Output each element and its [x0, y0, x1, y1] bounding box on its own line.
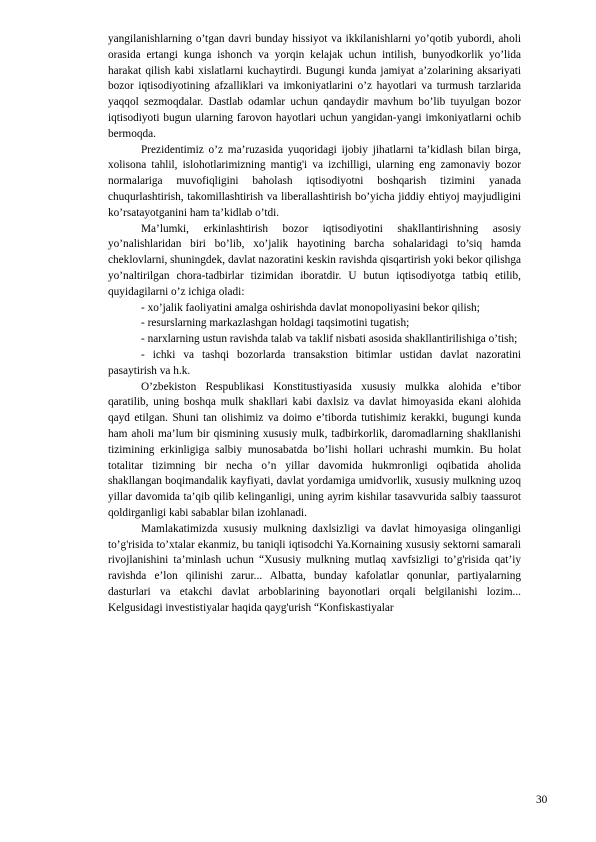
paragraph-president-report: Prezidentimiz o’z ma’ruzasida yuqoridagi ijobiy jihatlarni ta’kidlash bilan birga, xolisona tahlil, islohotlarimizning mantig'i va izchilligi, ularning eng zamonaviy bozor normalariga muvofiqligini baholash iqtisodiyotni boshqarish tizimini yanada chuqurlashtirish, takomillashtirish va liberallashtirish bo’yicha jiddiy ehtiyoj mayjudligini ko’rsatayotganini ham ta’kidlab o’tdi.: [108, 143, 521, 219]
list-item: - xo’jalik faoliyatini amalga oshirishda davlat monopoliyasini bekor qilish;: [141, 301, 480, 314]
list-item: - narxlarning ustun ravishda talab va taklif nisbati asosida shakllantirilishiga o’tish;: [141, 333, 518, 346]
paragraph-continuation: yangilanishlarning o’tgan davri bunday hissiyot va ikkilanishlarni yo’qotib yubordi, aholi orasida ertangi kunga ishonch va yorqin kelajak uchun intilish, bunyodkorlik yo’lida harakat qilish kabi xislatlarni kuchaytirdi. Bugungi kunda jamiyat a’zolarining aksariyati bozor iqtisodiyotining afzalliklari va imkoniyatlarini o’z hayotlari va turmush tarzlarida yaqqol sezmoqdalar. Dastlab odamlar uchun qandaydir mavhum bo’lib tuyulgan bozor iqtisodiyoti bugun ularning farovon hayotlari uchun yangidan-yangi imkoniyatlarni ochib bermoqda.: [108, 33, 521, 140]
page-number: 30: [536, 794, 548, 806]
paragraph-liberalization: Ma’lumki, erkinlashtirish bozor iqtisodiyotini shakllantirishning asosiy yo’nalishlaridan biri bo’lib, xo’jalik hayotining barcha sohalaridagi to’siq hamda cheklovlarni, shuningdek, davlat nazoratini keskin ravishda qisqartirish yoki bekor qilishga yo’naltirilgan chora-tadbirlar tizimidan iboratdir. U butun iqtisodiyotga tatbiq etilib, quyidagilarni o’z ichiga oladi:: [108, 222, 521, 298]
list-item: - ichki va tashqi bozorlarda transakstion bitimlar ustidan davlat nazoratini pasaytirish va h.k.: [108, 348, 521, 377]
paragraph-private-property: O’zbekiston Respublikasi Konstitustiyasida xususiy mulkka alohida e’tibor qaratilib, uning boshqa mulk shakllari kabi daxlsiz va davlat himoyasida ekani alohida qayd etilgan. Shuni tan olishimiz va doimo e’tiborda tutishimiz kerakki, bugungi kunda ham aholi ma’lum bir qismining xususiy mulk, tadbirkorlik, daromadlarning shakllanishi tizimining erkinligiga salbiy munosabatda bo’lishi hollari uchrashi mumkin. Bu holat totalitar tizimning bir necha o’n yillar davomida hukmronligi oqibatida aholida shakllangan boqimandalik kayfiyati, davlat yordamiga umidvorlik, xususiy mulkning uzoq yillar davomida ta’qib qilib kelinganligi, uning ayrim kishilar tasavvurida salbiy taassurot qoldirganligi kabi sabablar bilan izohlanadi.: [108, 380, 521, 519]
list-item: - resurslarning markazlashgan holdagi taqsimotini tugatish;: [141, 317, 410, 330]
document-page: [108, 32, 521, 616]
paragraph-kornai: Mamlakatimizda xususiy mulkning daxlsizligi va davlat himoyasiga olinganligi to’g'risida to’xtalar ekanmiz, bu taniqli iqtisodchi Ya.Kornaining xususiy sektorni samarali rivojlanishini ta’minlash uchun “Xususiy mulkning mutlaq xavfsizligi to’g'risida qat’iy ravishda e’lon qilinishi zarur... Albatta, bunday kafolatlar qonunlar, partiyalarning dasturlari va etakchi davlat arboblarining bayonotlari orqali belgilanishi lozim... Kelgusidagi investistiyalar haqida qayg'urish “Konfiskastiyalar: [108, 522, 521, 614]
